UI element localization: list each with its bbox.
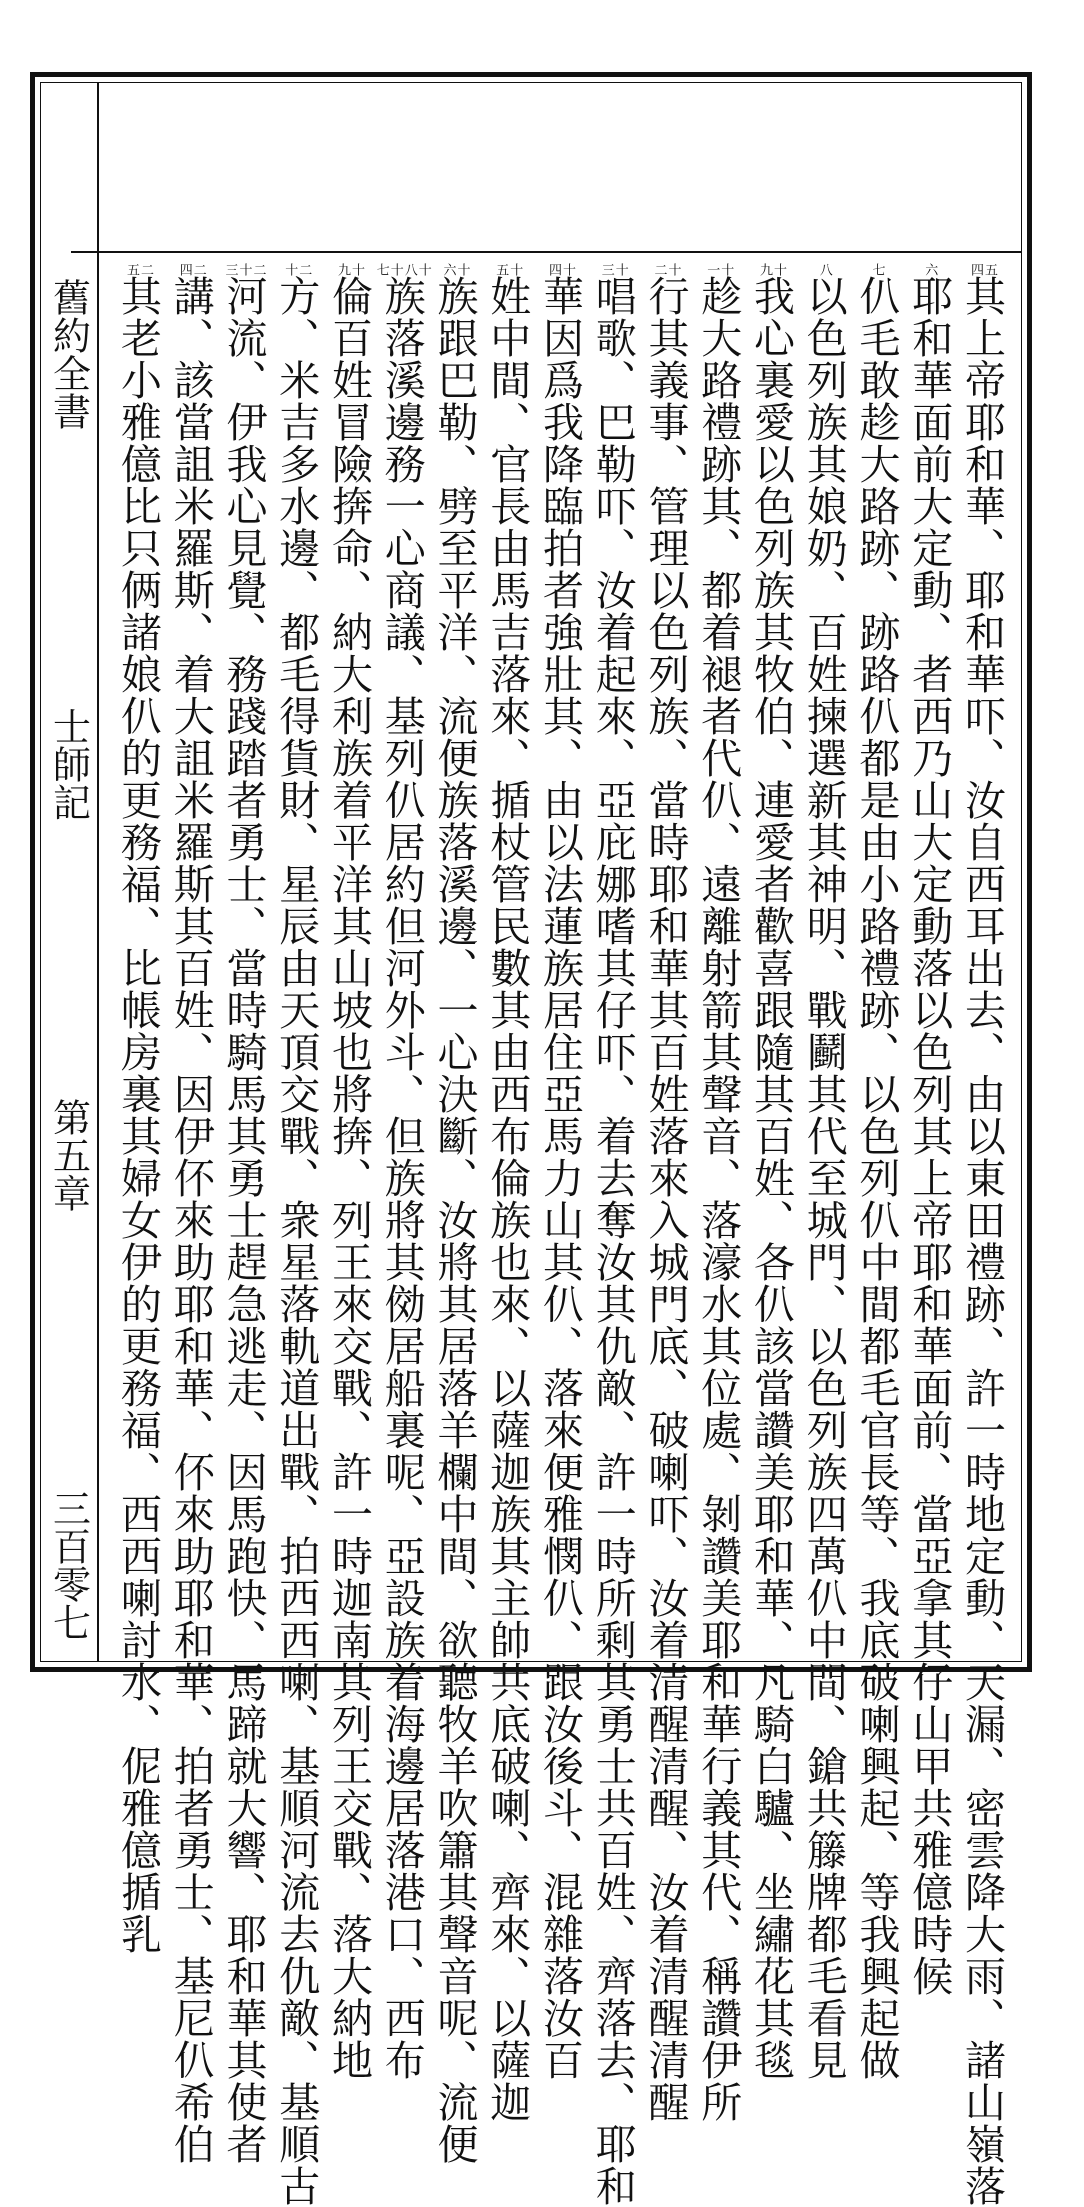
- text-column: [852, 263, 901, 2081]
- text-column: [325, 263, 373, 2081]
- column-text: 倫百姓冒險捹命、納大利族着平洋其山坡也將捹、列王來交戰、許一時迦南其列王交戰、落大納地: [325, 275, 373, 2081]
- column-text: 行其義事、管理以色列族、當時耶和華其百姓落來入城門底、破喇吓、汝着清醒清醒、汝着清醒清醒: [641, 275, 690, 2123]
- verse-number: 十六: [440, 263, 470, 275]
- page-number: 三百零七: [46, 1489, 91, 1641]
- text-column: [799, 263, 848, 2081]
- text-body: [114, 263, 1006, 2207]
- verse-number: 十九: [335, 263, 364, 275]
- text-column: [694, 263, 743, 2123]
- verse-number: 十二: [651, 263, 681, 275]
- column-text: 趁大路禮跡其、都着褪者代仈、遠離射箭其聲音、落濠水其位處、剝讚美耶和華行義其代、稱讚伊所: [694, 275, 743, 2123]
- text-column: [483, 263, 532, 2123]
- verse-number: 十四: [546, 263, 575, 275]
- column-text: 講、該當詛米羅斯、着大詛米羅斯其百姓、因伊伓來助耶和華、伓來助耶和華、拍者勇士、基尼仈希伯: [166, 275, 215, 2165]
- column-text: 其老小雅億比只俩諸娘仈的更務福、比帳房裏其婦女伊的更務福、西西喇討水、伲雅億揗乳: [114, 275, 162, 1955]
- column-text: 族落溪邊務一心商議、基列仈居約但河外斗、但族將其俲居船裏呢、亞設族着海邊居落港口、西布: [377, 275, 426, 2081]
- section-title: 士師記: [46, 707, 91, 821]
- column-text: 我心裏愛以色列族其牧伯、連愛者歡喜跟隨其百姓、各仈該當讚美耶和華、凡騎白驢、坐繡花其毯: [747, 275, 795, 2081]
- verse-number: 七: [869, 263, 885, 275]
- column-text: 仈毛敢趁大路跡、跡路仈都是由小路禮跡、以色列仈中間都毛官長等、我底破喇興起、等我興起做: [852, 275, 901, 2081]
- column-text: 耶和華面前大定動、者西乃山大定動落以色列其上帝耶和華面前、當亞拿其仔山甲共雅億時候: [905, 275, 954, 1997]
- verse-number: 二四: [176, 263, 206, 275]
- page-frame-inner: [40, 82, 1022, 2207]
- text-column: [905, 263, 954, 1997]
- verse-number: 二五: [124, 263, 153, 275]
- margin-rule: [97, 83, 99, 1661]
- verse-number: 十九: [757, 263, 786, 275]
- header-rule: [71, 251, 1021, 253]
- margin-label: [41, 278, 97, 1641]
- verse-number: 十八十七: [373, 263, 431, 275]
- column-text: 族跟巴勒、劈至平洋、流便族落溪邊、一心決斷、汝將其居落羊欄中間、欲聽牧羊吹簫其聲音呢、流便: [430, 275, 479, 2165]
- text-column: [430, 263, 479, 2165]
- text-column: [588, 263, 637, 2207]
- verse-number: 八: [816, 263, 832, 275]
- column-text: 姓中間、官長由馬吉落來、揗杖管民數其由西布倫族也來、以薩迦族其主帥共底破喇、齊來、以薩迦: [483, 275, 532, 2123]
- verse-number: 十三: [598, 263, 628, 275]
- text-column: [958, 263, 1006, 2207]
- column-text: 其上帝耶和華、耶和華吓、汝自西耳出去、由以東田禮跡、許一時地定動、天漏、密雲降大雨、諸山嶺落: [958, 275, 1006, 2207]
- text-column: [272, 263, 321, 2207]
- column-text: 河流、伊我心見覺、務踐踏者勇士、當時騎馬其勇士趕急逃走、因馬跑快、馬蹄就大響、耶和華其使者: [219, 275, 268, 2165]
- text-column: [747, 263, 795, 2081]
- text-column: [219, 263, 268, 2165]
- chapter-label: 第五章: [46, 1098, 91, 1212]
- text-column: [373, 263, 431, 2081]
- text-column: [114, 263, 162, 1955]
- column-text: 華因爲我降臨拍者強壯其、由以法蓮族居住亞馬力山其仈、落來便雅憫仈、跟汝後斗、混雜落汝百: [536, 275, 584, 2081]
- text-column: [536, 263, 584, 2081]
- verse-number: 五四: [968, 263, 997, 275]
- verse-number: 二十三: [222, 263, 266, 275]
- column-text: 以色列族其娘奶、百姓揀選新其神明、戰鬬其代至城門、以色列族四萬仈中間、鎗共籐牌都毛看見: [799, 275, 848, 2081]
- verse-number: 二十: [282, 263, 312, 275]
- text-column: [166, 263, 215, 2165]
- page-frame: [30, 72, 1032, 2207]
- column-text: 方、米吉多水邊、都毛得貨財、星辰由天頂交戰、衆星落軌道出戰、拍西西喇、基順河流去仇敵、基順古: [272, 275, 321, 2207]
- text-column: [641, 263, 690, 2123]
- verse-number: 六: [922, 263, 938, 275]
- verse-number: 十五: [493, 263, 523, 275]
- book-title: 舊約全書: [46, 278, 91, 430]
- column-text: 唱歌、巴勒吓、汝着起來、亞庇娜嗜其仔吓、着去奪汝其仇敵、許一時所剩其勇士共百姓、齊落去、耶和: [588, 275, 637, 2207]
- verse-number: 十一: [704, 263, 734, 275]
